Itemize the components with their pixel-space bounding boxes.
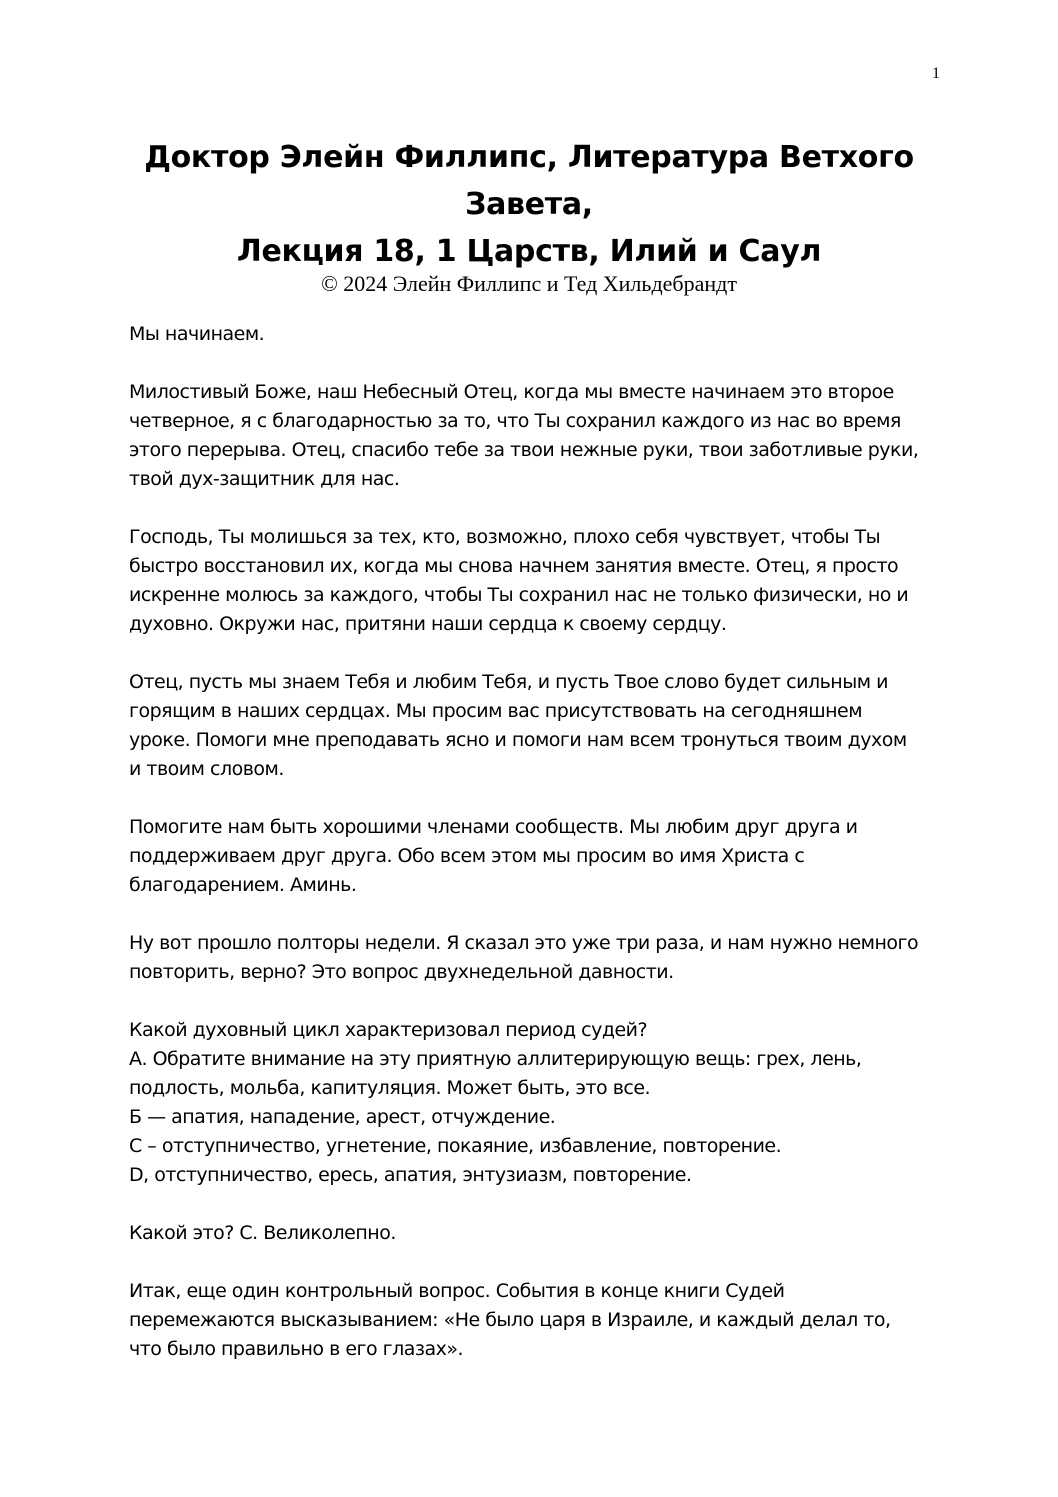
title-line-3: Лекция 18, 1 Царств, Илий и Саул [236,234,822,269]
text-line: что было правильно в его глазах». [129,1338,464,1360]
text-line: Какой это? С. Великолепно. [129,1222,396,1244]
paragraph [129,378,941,494]
text-line: Милостивый Боже, наш Небесный Отец, когда мы вместе начинаем это второе [129,381,894,403]
document-body [129,320,941,1393]
text-line: подлость, мольба, капитуляция. Может быть, это все. [129,1077,651,1099]
text-line: Б — апатия, нападение, арест, отчуждение. [129,1106,556,1128]
text-line: благодарением. Аминь. [129,874,357,896]
paragraph [129,523,941,639]
text-line: Господь, Ты молишься за тех, кто, возможно, плохо себя чувствует, чтобы Ты [129,526,881,548]
paragraph [129,668,941,784]
text-line: Отец, пусть мы знаем Тебя и любим Тебя, и пусть Твое слово будет сильным и [129,671,888,693]
title-line-1: Доктор Элейн Филлипс, Литература Ветхого [144,140,914,175]
page-number: 1 [932,65,940,82]
text-line: Помогите нам быть хорошими членами сообществ. Мы любим друг друга и [129,816,858,838]
text-line: уроке. Помоги мне преподавать ясно и помоги нам всем тронуться твоим духом [129,729,907,751]
paragraph [129,1277,941,1364]
text-line: поддерживаем друг друга. Обо всем этом мы просим во имя Христа с [129,845,805,867]
text-line: Мы начинаем. [129,323,265,345]
text-line: А. Обратите внимание на эту приятную аллитерирующую вещь: грех, лень, [129,1048,862,1070]
copyright-notice: © 2024 Элейн Филлипс и Тед Хильдебрандт [321,271,737,296]
title-line-2: Завета, [465,187,593,222]
title-block [100,134,958,298]
text-line: Ну вот прошло полторы недели. Я сказал это уже три раза, и нам нужно немного [129,932,919,954]
text-line: духовно. Окружи нас, притяни наши сердца к своему сердцу. [129,613,727,635]
text-line: перемежаются высказыванием: «Не было царя в Израиле, и каждый делал то, [129,1309,891,1331]
paragraph [129,320,941,349]
text-line: этого перерыва. Отец, спасибо тебе за твои нежные руки, твои заботливые руки, [129,439,919,461]
text-line: и твоим словом. [129,758,284,780]
text-line: горящим в наших сердцах. Мы просим вас присутствовать на сегодняшнем [129,700,863,722]
text-line: твой дух-защитник для нас. [129,468,400,490]
text-line: Какой духовный цикл характеризовал период судей? [129,1019,648,1041]
text-line: быстро восстановил их, когда мы снова начнем занятия вместе. Отец, я просто [129,555,899,577]
text-line: повторить, верно? Это вопрос двухнедельной давности. [129,961,674,983]
paragraph [129,1016,941,1190]
paragraph [129,929,941,987]
text-line: искренне молюсь за каждого, чтобы Ты сохранил нас не только физически, но и [129,584,909,606]
paragraph [129,1219,941,1248]
text-line: четверное, я с благодарностью за то, что Ты сохранил каждого из нас во время [129,410,901,432]
paragraph [129,813,941,900]
text-line: Итак, еще один контрольный вопрос. События в конце книги Судей [129,1280,785,1302]
text-line: С – отступничество, угнетение, покаяние, избавление, повторение. [129,1135,782,1157]
text-line: D, отступничество, ересь, апатия, энтузиазм, повторение. [129,1164,692,1186]
